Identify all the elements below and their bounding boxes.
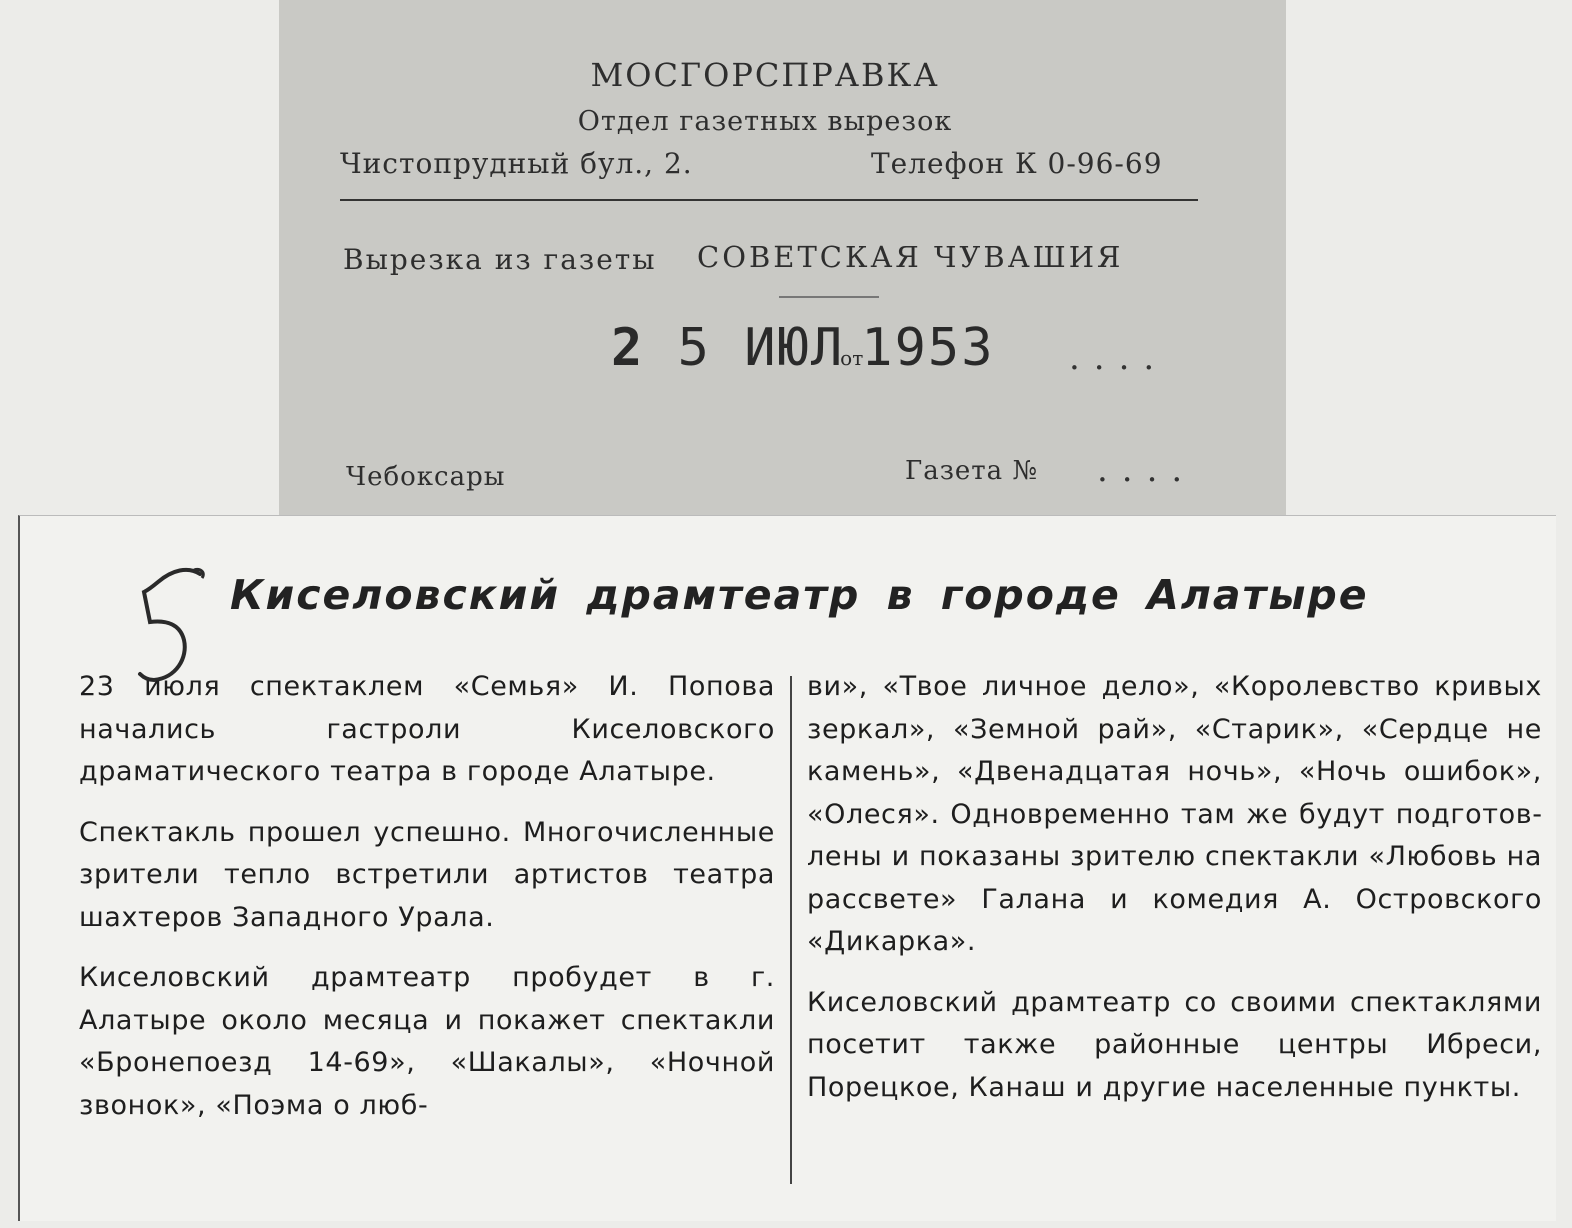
city-name: Чебоксары: [346, 462, 506, 492]
agency-name: МОСГОРСПРАВКА: [590, 56, 940, 94]
column-divider: [790, 676, 792, 1184]
stamp-month: ИЮЛ: [744, 318, 845, 378]
clipping-bureau-form: [279, 0, 1286, 522]
article-paragraph: 23 июля спектаклем «Семья» И. Попова начались гастроли Киселовского драматического театра в городе Алатыре.: [79, 671, 775, 787]
article-column-right: [807, 666, 1542, 1127]
stamp-year: 1953: [861, 318, 995, 378]
bureau-phone: Телефон К 0-96-69: [871, 147, 1163, 180]
newspaper-article: [18, 515, 1556, 1221]
article-paragraph: Киселовский драмтеатр пробудет в г. Алатыре около месяца и покажет спектакли «Бронепоезд 14-69», «Шакалы», «Ночной звонок», «Поэма о люб-: [79, 962, 775, 1121]
newspaper-name: СОВЕТСКАЯ ЧУВАШИЯ: [697, 240, 1124, 274]
department-name: Отдел газетных вырезок: [577, 106, 953, 137]
date-dots: ....: [1069, 338, 1169, 378]
stamp-from-label: от: [840, 346, 864, 370]
cutting-label: Вырезка из газеты: [343, 243, 657, 276]
article-column-left: [79, 666, 775, 1145]
issue-number-label: Газета №: [905, 456, 1039, 486]
article-paragraph: Киселовский драмтеатр со своими спектаклями посетит также районные центры Ибреси, Порецкое, Канаш и другие населенные пункты.: [807, 986, 1542, 1103]
stamp-day-digit-1: 2: [611, 318, 645, 378]
article-headline: Киселовский драмтеатр в городе Алатыре: [230, 571, 1369, 619]
issue-number-dots: ....: [1097, 450, 1197, 490]
article-paragraph: Спектакль прошел успешно. Многочисленные зрители тепло встретили артистов театра шахтеров Западного Урала.: [79, 816, 775, 933]
form-divider: [340, 199, 1198, 201]
article-paragraph: ви», «Твое личное дело», «Королевство кривых зеркал», «Земной рай», «Старик», «Сердце не камень», «Двенадцатая ночь», «Ночь ошибок», «Олеся». Одновременно там же будут подготовлены и показаны зрителю спектакли «Любовь на рассвете» Галана и комедия А. Островского «Дикарка».: [807, 671, 1542, 957]
bureau-address: Чистопрудный бул., 2.: [340, 147, 693, 180]
newspaper-underline: [779, 296, 879, 298]
stamp-day-digit-2: 5: [677, 318, 711, 378]
date-stamp: [611, 318, 995, 378]
